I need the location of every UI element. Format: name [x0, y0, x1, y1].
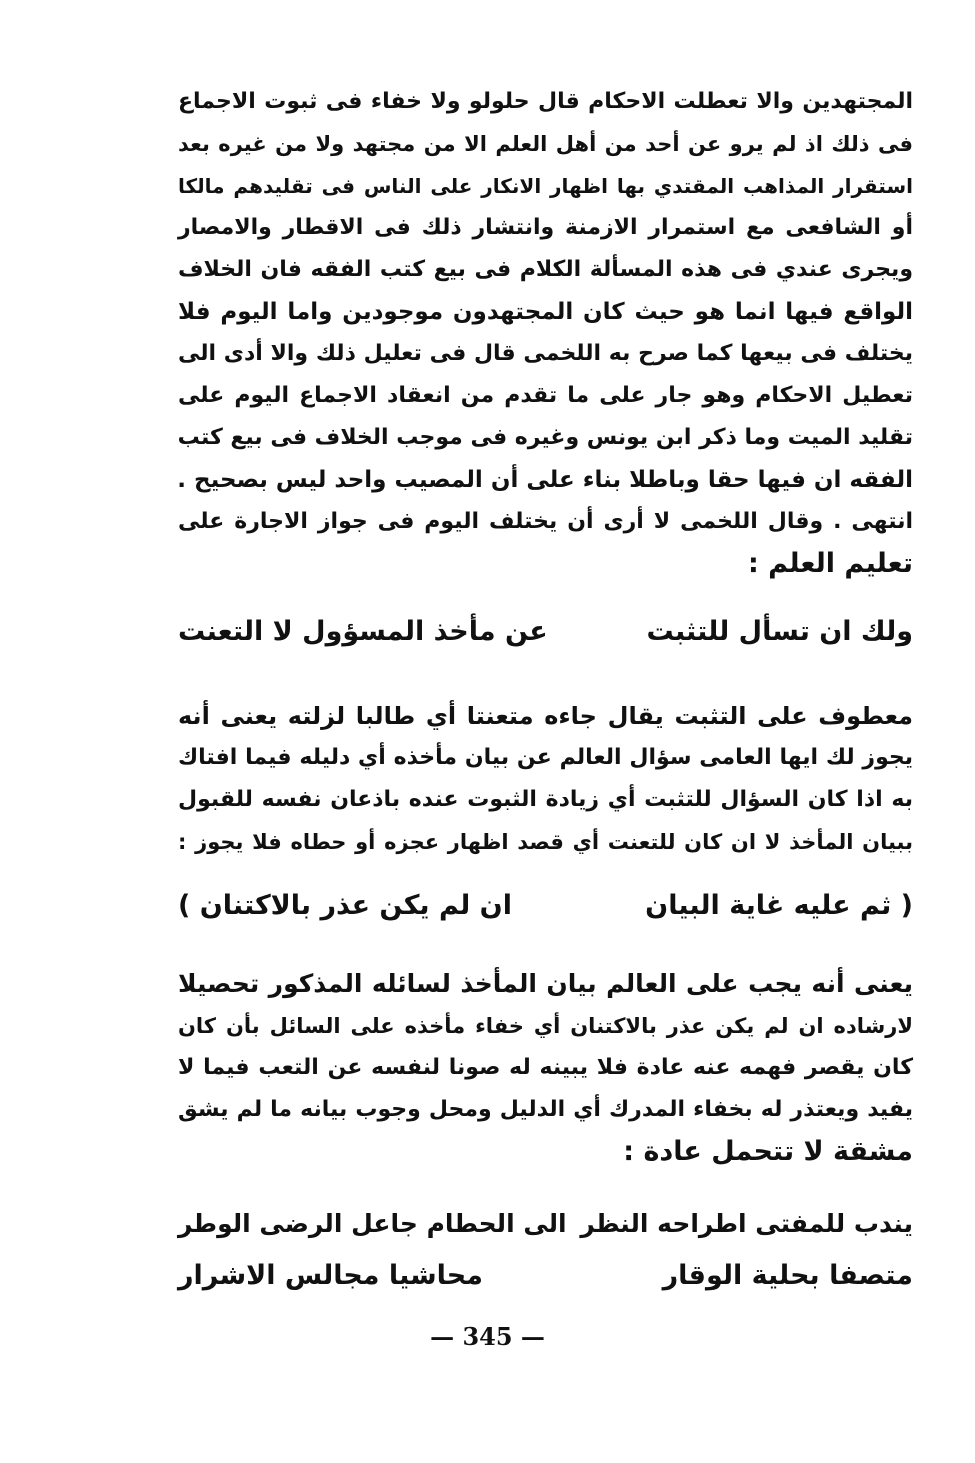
verse-first-hemistich: ( ثم عليه غاية البيان — [645, 890, 913, 921]
text-line: لارشاده ان لم يكن عذر بالاكتنان أي خفاء مأخذه على السائل بأن كان — [178, 1014, 913, 1038]
text-line: يجوز لك ايها العامى سؤال العالم عن بيان مأخذه أي دليله فيما افتاك — [178, 745, 913, 770]
text-line: يعنى أنه يجب على العالم بيان المأخذ لسائله المذكور تحصيلا — [178, 969, 913, 998]
text-line: أو الشافعى مع استمرار الازمنة وانتشار ذلك فى الاقطار والامصار — [178, 215, 913, 240]
text-line: استقرار المذاهب المقتدي بها اظهار الانكار على الناس فى تقليدهم مالكا — [178, 174, 913, 198]
text-line: تعليم العلم : — [747, 548, 913, 579]
text-line: الواقع فيها انما هو حيث كان المجتهدون موجودين واما اليوم فلا — [178, 299, 913, 325]
text-line: كان يقصر فهمه عنه عادة فلا يبينه له صونا لنفسه عن التعب فيما لا — [178, 1055, 913, 1080]
text-line: به اذا كان السؤال للتثبت أي زيادة الثبوت عنده باذعان نفسه للقبول — [178, 787, 913, 812]
verse-second-hemistich: محاشيا مجالس الاشرار — [178, 1260, 483, 1291]
verse-first-hemistich: ولك ان تسأل للتثبت — [646, 616, 913, 647]
text-line: مشقة لا تتحمل عادة : — [623, 1136, 913, 1167]
text-line: يختلف فى بيعها كما صرح به اللخمى قال فى تعليل ذلك والا أدى الى — [178, 341, 913, 366]
verse-first-hemistich: متصفا بحلية الوقار — [662, 1260, 913, 1291]
verse-line — [178, 1206, 913, 1242]
verse-second-hemistich: الى الحطام جاعل الرضى الوطر — [178, 1209, 567, 1238]
verse-line — [178, 614, 913, 650]
text-line: ويجرى عندي فى هذه المسألة الكلام فى بيع كتب الفقه فان الخلاف — [178, 257, 913, 282]
text-line: انتهى . وقال اللخمى لا أرى أن يختلف اليوم فى جواز الاجارة على — [178, 509, 913, 534]
text-line: الفقه ان فيها حقا وباطلا بناء على أن المصيب واحد ليس بصحيح . — [177, 467, 913, 493]
text-line: يفيد ويعتذر له بخفاء المدرك أي الدليل ومحل وجوب بيانه ما لم يشق — [178, 1097, 913, 1122]
text-line: فى ذلك اذ لم يرو عن أحد من أهل العلم الا من مجتهد ولا من غيره بعد — [178, 132, 913, 156]
text-line: المجتهدين والا تعطلت الاحكام قال حلولو ولا خفاء فى ثبوت الاجماع — [178, 89, 913, 114]
text-line: تقليد الميت وما ذكر ابن يونس وغيره فى موجب الخلاف فى بيع كتب — [177, 425, 913, 450]
text-line: معطوف على التثبت يقال جاءه متعنتا أي طالبا لزلته يعنى أنه — [178, 702, 913, 730]
verse-line — [178, 1258, 913, 1294]
verse-second-hemistich: ان لم يكن عذر بالاكتنان ) — [178, 890, 512, 921]
text-line: ببيان المأخذ لا ان كان للتعنت أي قصد اظهار عجزه أو حطاه فلا يجوز : — [178, 830, 913, 854]
text-line: تعطيل الاحكام وهو جار على ما تقدم من انعقاد الاجماع اليوم على — [178, 383, 913, 408]
verse-second-hemistich: عن مأخذ المسؤول لا التعنت — [178, 616, 548, 647]
verse-first-hemistich: يندب للمفتى اطراحه النظر — [580, 1209, 913, 1238]
verse-line — [178, 888, 913, 924]
page-number: — 345 — — [430, 1322, 545, 1351]
